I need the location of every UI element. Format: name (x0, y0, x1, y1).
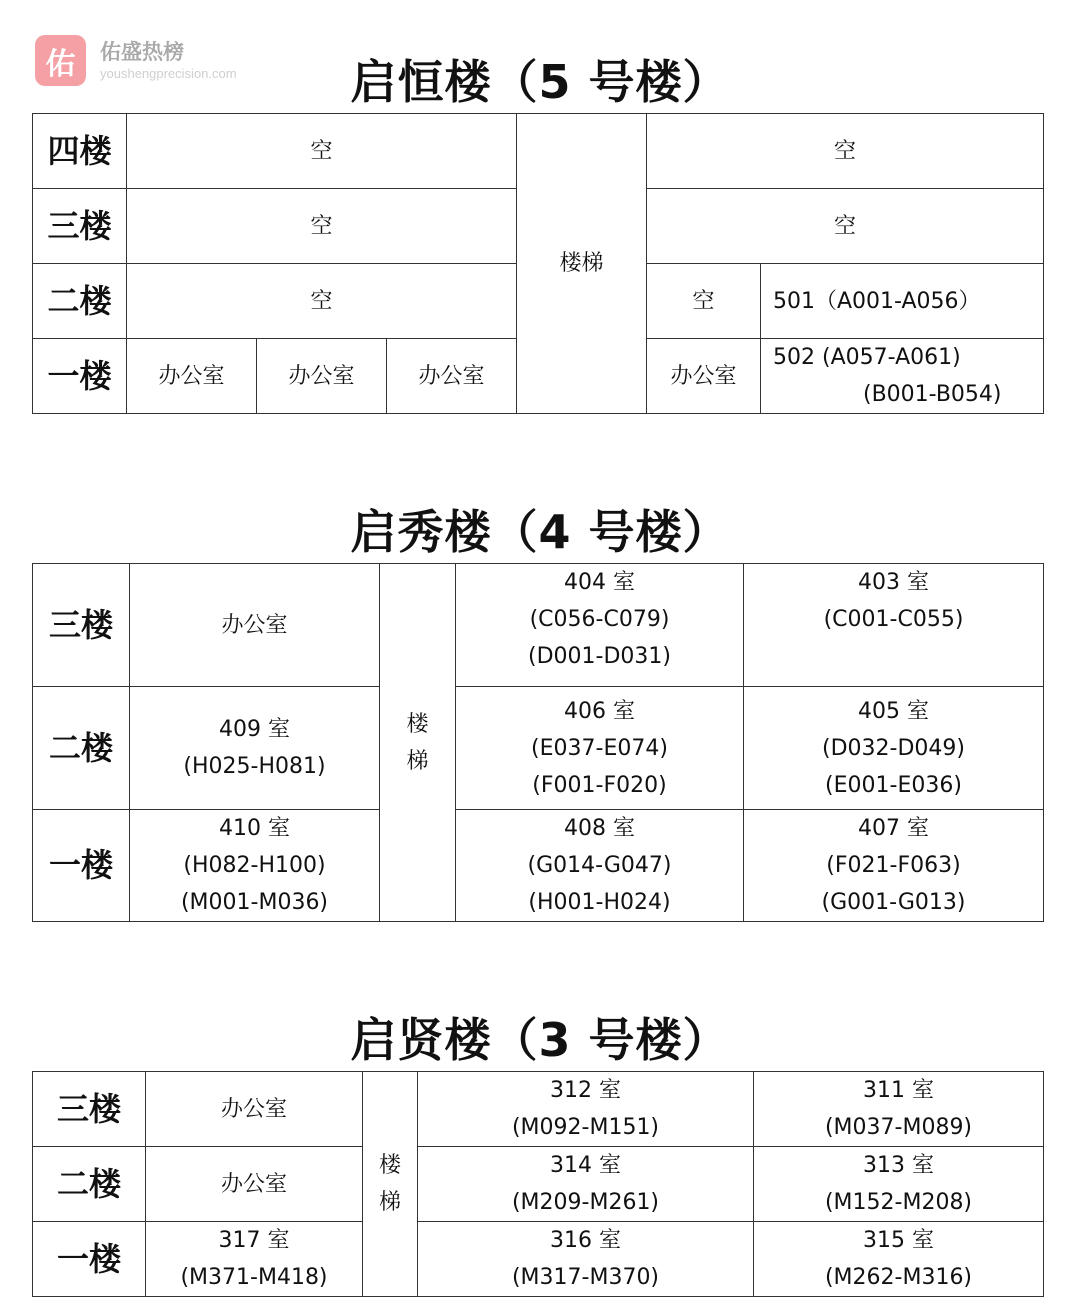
room-cell (146, 1072, 363, 1147)
building-5-title: 启恒楼（5 号楼） (350, 55, 730, 109)
room-cell: 办公室 (127, 339, 257, 414)
room-line: (M262-M316) (824, 1265, 973, 1290)
table-row (33, 1072, 1044, 1147)
room-line: 316 室 (550, 1228, 621, 1253)
room-cell (456, 687, 744, 810)
room-line: 办公室 (221, 612, 288, 638)
stairs-char: 楼 (406, 711, 429, 737)
room-line: (D001-D031) (528, 644, 671, 669)
room-cell (418, 1072, 754, 1147)
floor-label: 三楼 (33, 564, 130, 687)
room-cell (754, 1222, 1044, 1297)
building-4-table (32, 563, 1044, 922)
room-cell (130, 564, 380, 687)
table-row (33, 1222, 1044, 1297)
floor-label: 二楼 (33, 264, 127, 339)
stairs-char: 梯 (406, 748, 429, 774)
room-cell (754, 1072, 1044, 1147)
room-line: (M037-M089) (824, 1115, 973, 1140)
room-line: (G001-G013) (821, 890, 966, 915)
floor-label: 三楼 (33, 189, 127, 264)
room-line: (H082-H100) (183, 853, 326, 878)
building-5-table (32, 113, 1044, 414)
building-3-table (32, 1071, 1044, 1297)
room-cell: 空 (647, 114, 1044, 189)
room-line: (B001-B054) (863, 382, 1002, 407)
room-line: (F021-F063) (826, 853, 961, 878)
floor-label: 三楼 (33, 1072, 146, 1147)
room-line: 404 室 (564, 570, 635, 595)
stairs-cell (380, 564, 456, 922)
stairs-char: 楼 (378, 1153, 401, 1178)
room-cell (744, 564, 1044, 687)
room-line: 406 室 (564, 698, 635, 724)
floor-label: 一楼 (33, 810, 130, 922)
room-line: 办公室 (220, 1171, 287, 1197)
floor-label: 一楼 (33, 339, 127, 414)
floor-label: 四楼 (33, 114, 127, 189)
room-line: 502 (A057-A061) (773, 345, 961, 370)
room-cell (418, 1222, 754, 1297)
room-line: (D032-D049) (822, 735, 965, 761)
room-line: (C056-C079) (529, 607, 670, 632)
stairs-cell (363, 1072, 418, 1297)
room-line: 311 室 (863, 1078, 934, 1103)
floor-label: 二楼 (33, 1147, 146, 1222)
room-line: (G014-G047) (527, 853, 672, 878)
room-cell: 空 (647, 264, 761, 339)
room-cell: 办公室 (257, 339, 387, 414)
floor-label: 一楼 (33, 1222, 146, 1297)
room-cell: 办公室 (387, 339, 517, 414)
room-line: 办公室 (220, 1096, 287, 1122)
room-cell (146, 1147, 363, 1222)
room-cell (146, 1222, 363, 1297)
room-line: (M001-M036) (180, 890, 329, 915)
room-cell (130, 687, 380, 810)
room-cell (130, 810, 380, 922)
room-cell (754, 1147, 1044, 1222)
room-cell: 501（A001-A056） (761, 264, 1044, 339)
room-line: 314 室 (550, 1153, 621, 1178)
room-line: 407 室 (858, 816, 929, 841)
room-line: (M152-M208) (824, 1190, 973, 1215)
stairs-char: 梯 (378, 1190, 401, 1215)
table-row (33, 114, 1044, 189)
room-cell (456, 564, 744, 687)
stairs-cell: 楼梯 (517, 114, 647, 414)
room-line: (H001-H024) (528, 890, 671, 915)
room-cell: 空 (127, 189, 517, 264)
room-line: (M317-M370) (511, 1265, 660, 1290)
room-line: 312 室 (550, 1078, 621, 1103)
room-line: 315 室 (863, 1228, 934, 1253)
room-line: (F001-F020) (532, 772, 667, 798)
table-row (33, 810, 1044, 922)
room-line: (H025-H081) (183, 754, 326, 779)
room-line: 408 室 (564, 816, 635, 841)
table-row (33, 564, 1044, 687)
room-line: 313 室 (863, 1153, 934, 1178)
table-row (33, 1147, 1044, 1222)
room-cell: 空 (647, 189, 1044, 264)
room-line: (E037-E074) (531, 735, 668, 761)
room-line: 405 室 (858, 698, 929, 724)
room-line: (M092-M151) (511, 1115, 660, 1140)
room-line: 403 室 (858, 570, 929, 595)
room-cell: 空 (127, 114, 517, 189)
room-cell (761, 339, 1044, 414)
table-row (33, 687, 1044, 810)
room-line: 409 室 (219, 717, 290, 742)
floor-label: 二楼 (33, 687, 130, 810)
room-line: (C001-C055) (823, 607, 964, 632)
room-line: (M209-M261) (511, 1190, 660, 1215)
room-cell (744, 810, 1044, 922)
room-line: 410 室 (219, 816, 290, 841)
room-cell (744, 687, 1044, 810)
logo-badge-icon: 佑 (35, 35, 86, 86)
room-line: 317 室 (218, 1228, 290, 1253)
room-cell (456, 810, 744, 922)
room-cell (418, 1147, 754, 1222)
building-4-title: 启秀楼（4 号楼） (350, 505, 730, 559)
logo-name: 佑盛热榜 (100, 39, 184, 64)
building-3-title: 启贤楼（3 号楼） (350, 1013, 730, 1067)
room-line: (M371-M418) (180, 1265, 328, 1290)
room-line: (E001-E036) (825, 772, 962, 798)
logo-url: youshengprecision.com (100, 65, 237, 81)
room-cell: 办公室 (647, 339, 761, 414)
room-cell: 空 (127, 264, 517, 339)
